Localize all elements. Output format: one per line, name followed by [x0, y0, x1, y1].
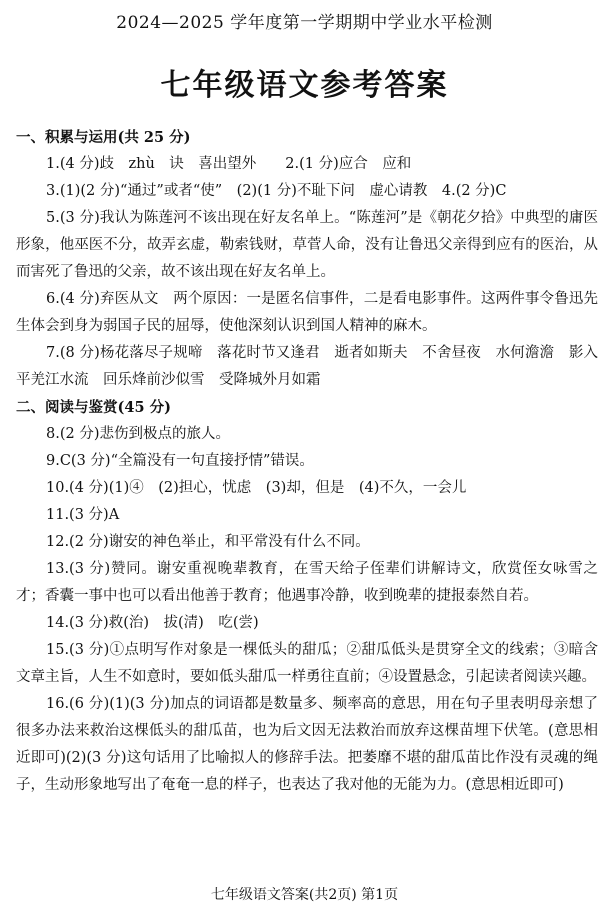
answer-line-q11: 11.(3 分)A — [46, 507, 120, 523]
answer-paragraph-q5: 5.(3 分)我认为陈莲河不该出现在好友名单上。“陈莲河”是《朝花夕拾》中典型的庸医形象，他巫医不分，故弄玄虚，勒索钱财，草菅人命，没有让鲁迅父亲得到应有的医治，从而害死了鲁迅的父亲，故不该出现在好友名单上。 — [16, 210, 598, 280]
answer-line-q14: 14.(3 分)救(治) 拔(清) 吃(尝) — [46, 615, 259, 631]
answer-content — [16, 124, 598, 799]
answer-line-q12: 12.(2 分)谢安的神色举止，和平常没有什么不同。 — [46, 534, 370, 550]
answer-line-q3-4: 3.(1)(2 分)“通过”或者“使” (2)(1 分)不耻下问 虚心请教 4.(2 分)C — [46, 183, 507, 199]
section-heading-accumulation: 一、积累与运用(共 25 分) — [16, 129, 191, 146]
section-heading-reading: 二、阅读与鉴赏(45 分) — [16, 399, 171, 416]
answer-line-q8: 8.(2 分)悲伤到极点的旅人。 — [46, 426, 230, 442]
answer-paragraph-q16: 16.(6 分)(1)(3 分)加点的词语都是数量多、频率高的意思，用在句子里表明母亲想了很多办法来救治这棵低头的甜瓜苗，也为后文因无法救治而放弃这棵苗埋下伏笔。(意思相近即可)(2)(3 分)这句话用了比喻拟人的修辞手法。把萎靡不堪的甜瓜苗比作没有灵魂的绳子，生动形象地写出了奄奄一息的样子，也表达了我对他的无能为力。(意思相近即可) — [16, 696, 598, 793]
answer-paragraph-q13: 13.(3 分)赞同。谢安重视晚辈教育，在雪天给子侄辈们讲解诗文，欣赏侄女咏雪之才；香囊一事中也可以看出他善于教育；他遇事冷静，收到晚辈的捷报泰然自若。 — [16, 561, 598, 604]
answer-line-q1-2: 1.(4 分)歧 zhù 诀 喜出望外 2.(1 分)应合 应和 — [46, 156, 412, 172]
answer-paragraph-q15: 15.(3 分)①点明写作对象是一棵低头的甜瓜；②甜瓜低头是贯穿全文的线索；③暗含文章主旨，人生不如意时，要如低头甜瓜一样勇往直前；④设置悬念，引起读者阅读兴趣。 — [16, 642, 598, 685]
exam-title: 2024—2025 学年度第一学期期中学业水平检测 — [116, 13, 493, 33]
answer-paragraph-q6: 6.(4 分)弃医从文 两个原因：一是匿名信事件，二是看电影事件。这两件事令鲁迅先生体会到身为弱国子民的屈辱，使他深刻认识到国人精神的麻木。 — [16, 291, 598, 334]
answer-line-q10: 10.(4 分)(1)④ (2)担心，忧虑 (3)却，但是 (4)不久，一会儿 — [46, 480, 467, 496]
answer-paragraph-q7: 7.(8 分)杨花落尽子规啼 落花时节又逢君 逝者如斯夫 不舍昼夜 水何澹澹 影入平羌江水流 回乐烽前沙似雪 受降城外月如霜 — [16, 345, 598, 388]
main-title: 七年级语文参考答案 — [160, 68, 449, 103]
page-footer: 七年级语文答案(共2页) 第1页 — [210, 887, 399, 903]
answer-line-q9: 9.C(3 分)“全篇没有一句直接抒情”错误。 — [46, 453, 314, 469]
